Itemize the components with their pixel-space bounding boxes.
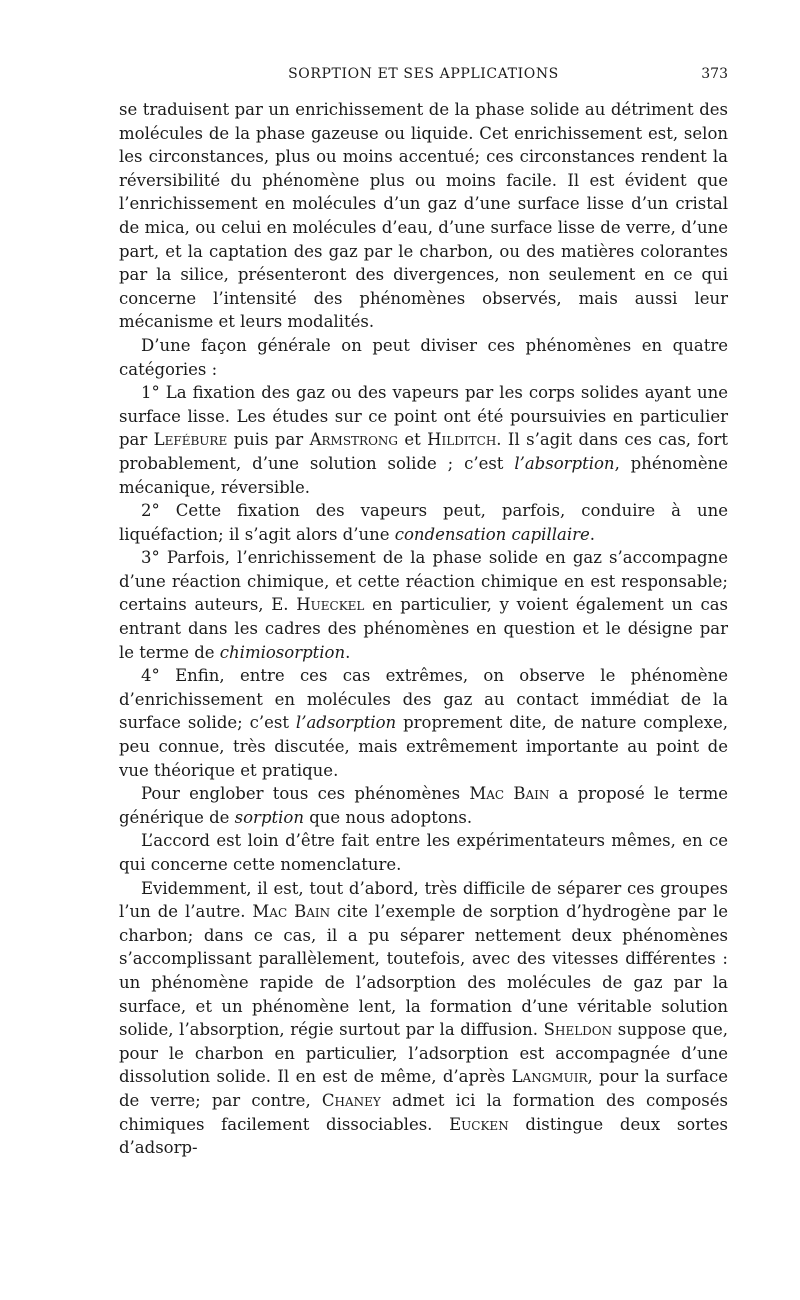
text-run: , phénomène mécanique, réversible. [119, 453, 728, 497]
author-name: Mac Bain [469, 784, 550, 804]
text-run: D’une façon générale on peut diviser ces phénomènes en quatre catégories : [119, 335, 728, 379]
body-text [119, 98, 728, 1160]
italic-term: condensation capillaire [394, 524, 590, 544]
italic-term: chimiosorption [219, 642, 346, 662]
running-head [119, 62, 728, 84]
italic-term: sorption [234, 807, 304, 827]
text-run: , pour la surface de verre; par contre, [119, 1067, 728, 1110]
author-name: Chaney [321, 1090, 381, 1110]
text-run: se traduisent par un enrichissement de la phase solide au détriment des molécules de la phase gazeuse ou liquide. Cet enrichissement est, selon les circonstances, plus ou moins accentué; ces circonstances rendent la réversibilité du phénomène plus ou moins facile. Il est évident que l’enrichissement en molécules d’un gaz d’une surface lisse d’un cristal de mica, ou celui en molécules d’eau, d’une surface lisse de verre, d’une part, et la captation des gaz par le charbon, ou des matières colorantes par la silice, présenteront des divergences, non seulement en ce qui concerne l’intensité des phénomènes observés, mais aussi leur mécanisme et leurs modalités. [119, 100, 728, 332]
book-page [119, 62, 728, 1160]
author-name: Sheldon [543, 1020, 613, 1040]
paragraph [119, 499, 728, 546]
text-run: et [398, 430, 428, 450]
text-run: L’accord est loin d’être fait entre les expérimentateurs mêmes, en ce qui concerne cette nomenclature. [119, 831, 728, 874]
author-name: Hilditch [427, 430, 497, 450]
text-run: cite l’exemple de sorption d’hydrogène par le charbon; dans ce cas, il a pu séparer nettement deux phénomènes s’accomplissant parallèlement, toutefois, avec des vitesses différentes : un phénomène rapide de l’adsorption des molécules de gaz par la surface, et un phénomène lent, la formation d’une véritable solution solide, l’absorption, régie surtout par la diffusion. [119, 902, 728, 1040]
text-run: puis par [227, 430, 310, 450]
paragraph [119, 334, 728, 381]
paragraph [119, 664, 728, 782]
running-title: SORPTION ET SES APPLICATIONS [288, 66, 559, 82]
paragraph [119, 546, 728, 664]
text-run: 1° La fixation des gaz ou des vapeurs par les corps solides ayant une surface lisse. Les études sur ce point ont été poursuivies en particulier par [119, 383, 728, 450]
text-run: en particulier, y voient également un cas entrant dans les cadres des phénomènes en question et le désigne par le terme de [119, 595, 729, 662]
text-run: 3° Parfois, l’enrichissement de la phase solide en gaz s’accompagne d’une réaction chimique, et cette réaction chimique en est responsable; certains auteurs, E. [119, 548, 728, 615]
author-name: Mac Bain [252, 902, 331, 922]
text-run: . [345, 642, 351, 662]
paragraph [119, 877, 728, 1160]
text-run: 4° Enfin, entre ces cas extrêmes, on observe le phénomène d’enrichissement en molécules des gaz au contact immédiat de la surface solide; c’est [119, 666, 728, 733]
paragraph [119, 782, 728, 829]
author-name: Armstrong [309, 430, 398, 450]
italic-term: l’adsorption [295, 713, 397, 733]
text-run: a proposé le terme générique de [119, 784, 728, 827]
text-run: suppose que, pour le charbon en particulier, l’adsorption est accompagnée d’une dissolution solide. Il en est de même, d’après [119, 1020, 728, 1087]
text-run: Pour englober tous ces phénomènes [141, 784, 470, 804]
text-run: . Il s’agit dans ces cas, fort probablement, d’une solution solide ; c’est [119, 430, 728, 473]
paragraph [119, 381, 728, 499]
text-run: proprement dite, de nature complexe, peu connue, très discutée, mais extrêmement importante au point de vue théorique et pratique. [119, 713, 728, 780]
text-run: . [589, 524, 596, 544]
author-name: Lefébure [153, 430, 228, 450]
author-name: Eucken [449, 1114, 509, 1134]
italic-term: l’absorption [514, 453, 615, 473]
text-run: admet ici la formation des composés chimiques facilement dissociables. [119, 1090, 729, 1134]
text-run: Evidemment, il est, tout d’abord, très difficile de séparer ces groupes l’un de l’autre. [119, 878, 728, 922]
paragraph [119, 98, 728, 334]
text-run: 2° Cette fixation des vapeurs peut, parfois, conduire à une liquéfaction; il s’agit alors d’une [119, 501, 728, 544]
page-number: 373 [701, 66, 728, 82]
author-name: Hueckel [296, 595, 365, 615]
author-name: Langmuir [511, 1067, 588, 1087]
text-run: distingue deux sortes d’adsorp- [119, 1114, 728, 1158]
paragraph [119, 829, 728, 876]
text-run: que nous adoptons. [303, 807, 473, 827]
